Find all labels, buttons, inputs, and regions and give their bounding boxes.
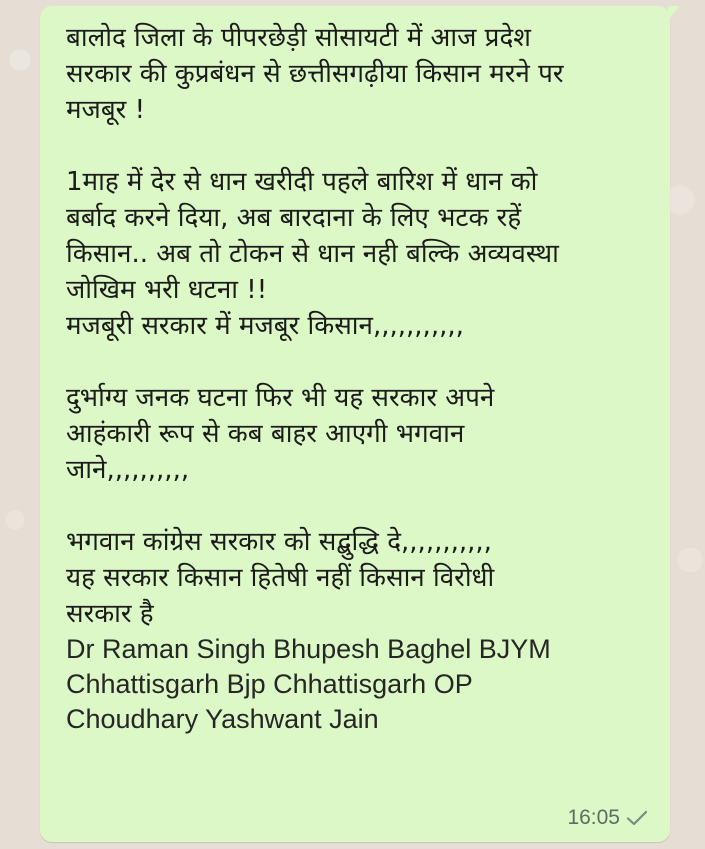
message-paragraph-4: भगवान कांग्रेस सरकार को सद्बुद्धि दे,,,,,,,,,,, यह सरकार किसान हितेषी नहीं किसान विरोधी सरकार है bbox=[66, 527, 495, 629]
message-paragraph-1: बालोद जिला के पीपरछेड़ी सोसायटी में आज प्रदेश सरकार की कुप्रबंधन से छत्तीसगढ़ीया किसान मरने पर मजबूर ! bbox=[66, 23, 564, 125]
single-check-icon bbox=[626, 809, 648, 827]
message-tags-line: Dr Raman Singh Bhupesh Baghel BJYM Chhattisgarh Bjp Chhattisgarh OP Choudhary Yashwant Jain bbox=[66, 634, 551, 734]
paragraph-gap bbox=[66, 488, 650, 524]
message-bubble[interactable] bbox=[40, 6, 670, 842]
paragraph-gap bbox=[66, 128, 650, 164]
message-paragraph-3: दुर्भाग्य जनक घटना फिर भी यह सरकार अपने आहंकारी रूप से कब बाहर आएगी भगवान जाने,,,,,,,,,, bbox=[66, 383, 495, 485]
message-timestamp: 16:05 bbox=[567, 806, 620, 829]
message-paragraph-2: 1माह में देर से धान खरीदी पहले बारिश में धान को बर्बाद करने दिया, अब बारदाना के लिए भटक रहें किसान.. अब तो टोकन से धान नही बल्कि अव्यवस्था जोखिम भरी धटना !! मजबूरी सरकार में मजबूर किसान,,,,,,,,,,, bbox=[66, 167, 559, 341]
message-meta bbox=[567, 806, 648, 830]
paragraph-gap bbox=[66, 344, 650, 380]
